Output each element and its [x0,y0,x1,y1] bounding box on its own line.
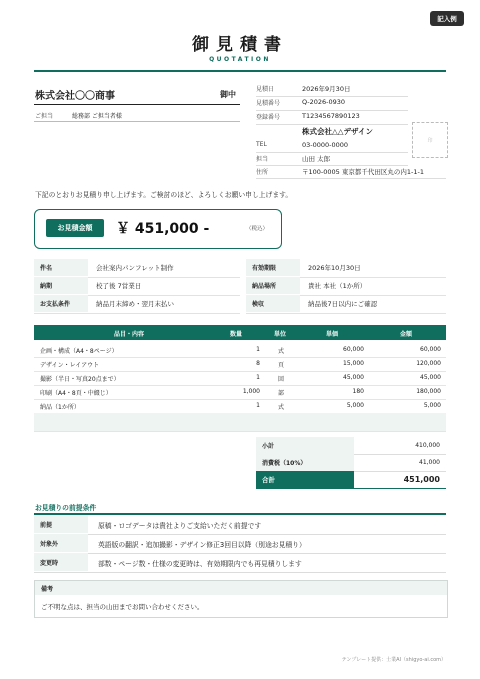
issuer-label: 住所 [256,169,269,176]
client-contact-underline [34,121,240,122]
summary-value: 451,000 [403,475,440,484]
summary-tax [256,454,446,472]
item-unit: 式 [278,348,285,355]
condition-value: 校了後 7営業日 [96,282,142,290]
note-title: 備考 [41,586,54,593]
meta-row-number [256,96,408,111]
client-contact-value: 総務部 ご担当者様 [72,113,122,120]
condition-value: 2026年10月30日 [308,264,361,272]
meta-value: Q-2026-0930 [302,98,346,106]
condition-subject [34,259,240,278]
item-amount: 120,000 [416,360,441,367]
header-unit: 単位 [274,331,287,338]
seal-placeholder: 印 [412,122,448,158]
condition-label: 検収 [246,295,300,312]
meta-label: 登録番号 [256,114,281,121]
summary-total [256,471,446,489]
item-name: 印刷（A4・8頁・中綴じ） [40,390,112,397]
client-name: 株式会社〇〇商事 [35,91,115,102]
summary-value: 41,000 [419,459,440,466]
footer-credit: テンプレート提供：士業AI（shigyo-ai.com） [341,657,446,663]
premise-row [34,515,446,535]
item-price: 60,000 [343,346,364,353]
item-price: 5,000 [346,402,364,409]
page-subtitle: QUOTATION [209,56,271,63]
amount-label: お見積金額 [46,219,104,237]
amount-value: ￥ 451,000 - [116,221,210,237]
premise-row [34,553,446,573]
item-name: 企画・構成（A4・8ページ） [40,348,118,355]
condition-label: お支払条件 [34,295,88,312]
client-contact-label: ご担当 [35,113,54,120]
item-qty: 1 [256,374,260,381]
table-row [34,385,446,400]
item-name: 撮影（半日・写真20点まで） [40,376,120,383]
item-unit: 頁 [278,362,285,369]
condition-value: 納品後7日以内にご確認 [308,300,378,308]
summary-subtotal [256,437,446,455]
title-divider [34,70,446,72]
client-honorific: 御中 [220,90,236,99]
condition-payment [34,295,240,314]
issuer-row-contact [256,152,408,166]
premise-value: 原稿・ロゴデータは貴社よりご支給いただく前提です [98,522,262,530]
condition-label: 件名 [34,259,88,276]
meta-row-date [256,82,408,97]
item-unit: 回 [278,376,285,383]
condition-label: 納期 [34,277,88,294]
items-table-header [34,325,446,340]
premise-label: 変更時 [34,553,88,571]
item-price: 180 [352,388,364,395]
condition-value: 納品月末締め・翌月末払い [96,300,174,308]
meta-value: T1234567890123 [302,112,360,120]
condition-value: 会社案内パンフレット制作 [96,264,174,272]
meta-label: 見積番号 [256,100,281,107]
premise-label: 対象外 [34,534,88,552]
page-title: 御見積書 [192,35,288,55]
condition-delivery-date [34,277,240,296]
issuer-company: 株式会社△△デザイン [302,127,374,136]
table-row [34,371,446,386]
example-badge: 記入例 [430,11,464,26]
summary-value: 410,000 [415,442,440,449]
summary-label: 合計 [256,471,354,488]
issuer-value: 山田 太郎 [302,155,331,163]
item-qty: 1,000 [242,388,260,395]
table-row [34,357,446,372]
issuer-label: 担当 [256,156,269,163]
condition-label: 有効期限 [246,259,300,276]
header-amount: 金額 [400,331,413,338]
header-price: 単価 [326,331,339,338]
note-header [35,581,447,595]
premise-value: 英語版の翻訳・追加撮影・デザイン修正3回目以降（別途お見積り） [98,541,306,549]
note-box [34,580,448,618]
issuer-label: TEL [256,141,267,148]
header-qty: 数量 [230,331,243,338]
premises-title: お見積りの前提条件 [35,504,97,512]
item-qty: 8 [256,360,260,367]
condition-inspection [246,295,446,314]
summary-label: 消費税（10%） [256,454,354,471]
item-amount: 180,000 [416,388,441,395]
table-row [34,343,446,358]
client-underline [34,104,240,105]
item-amount: 5,000 [423,402,441,409]
note-body: ご不明な点は、担当の山田までお問い合わせください。 [41,603,204,611]
item-unit: 部 [278,390,285,397]
issuer-value: 〒100-0005 東京都千代田区丸の内1-1-1 [302,168,424,176]
table-row [34,399,446,414]
amount-tax-note: （税込） [246,226,269,232]
table-row-empty [34,413,446,432]
item-amount: 60,000 [420,346,441,353]
item-price: 45,000 [343,374,364,381]
condition-value: 貴社 本社（1か所） [308,282,367,290]
issuer-value: 03-0000-0000 [302,141,349,149]
meta-label: 見積日 [256,86,275,93]
item-unit: 式 [278,404,285,411]
summary-label: 小計 [256,437,354,454]
meta-value: 2026年9月30日 [302,85,351,93]
meta-row-registration [256,110,408,125]
condition-label: 納品場所 [246,277,300,294]
issuer-row-tel [256,139,408,153]
condition-delivery-place [246,277,446,296]
item-name: デザイン・レイアウト [40,362,100,369]
premise-value: 部数・ページ数・仕様の変更時は、有効期限内でも再見積りします [98,560,302,568]
item-qty: 1 [256,402,260,409]
item-amount: 45,000 [420,374,441,381]
condition-expiry [246,259,446,278]
intro-text: 下記のとおりお見積り申し上げます。ご検討のほど、よろしくお願い申し上げます。 [35,191,293,199]
item-price: 15,000 [343,360,364,367]
premise-row [34,534,446,554]
item-name: 納品（1か所） [40,404,80,411]
premise-label: 前提 [34,515,88,533]
issuer-row-address [256,165,446,179]
header-item: 品目・内容 [113,331,144,338]
item-qty: 1 [256,346,260,353]
